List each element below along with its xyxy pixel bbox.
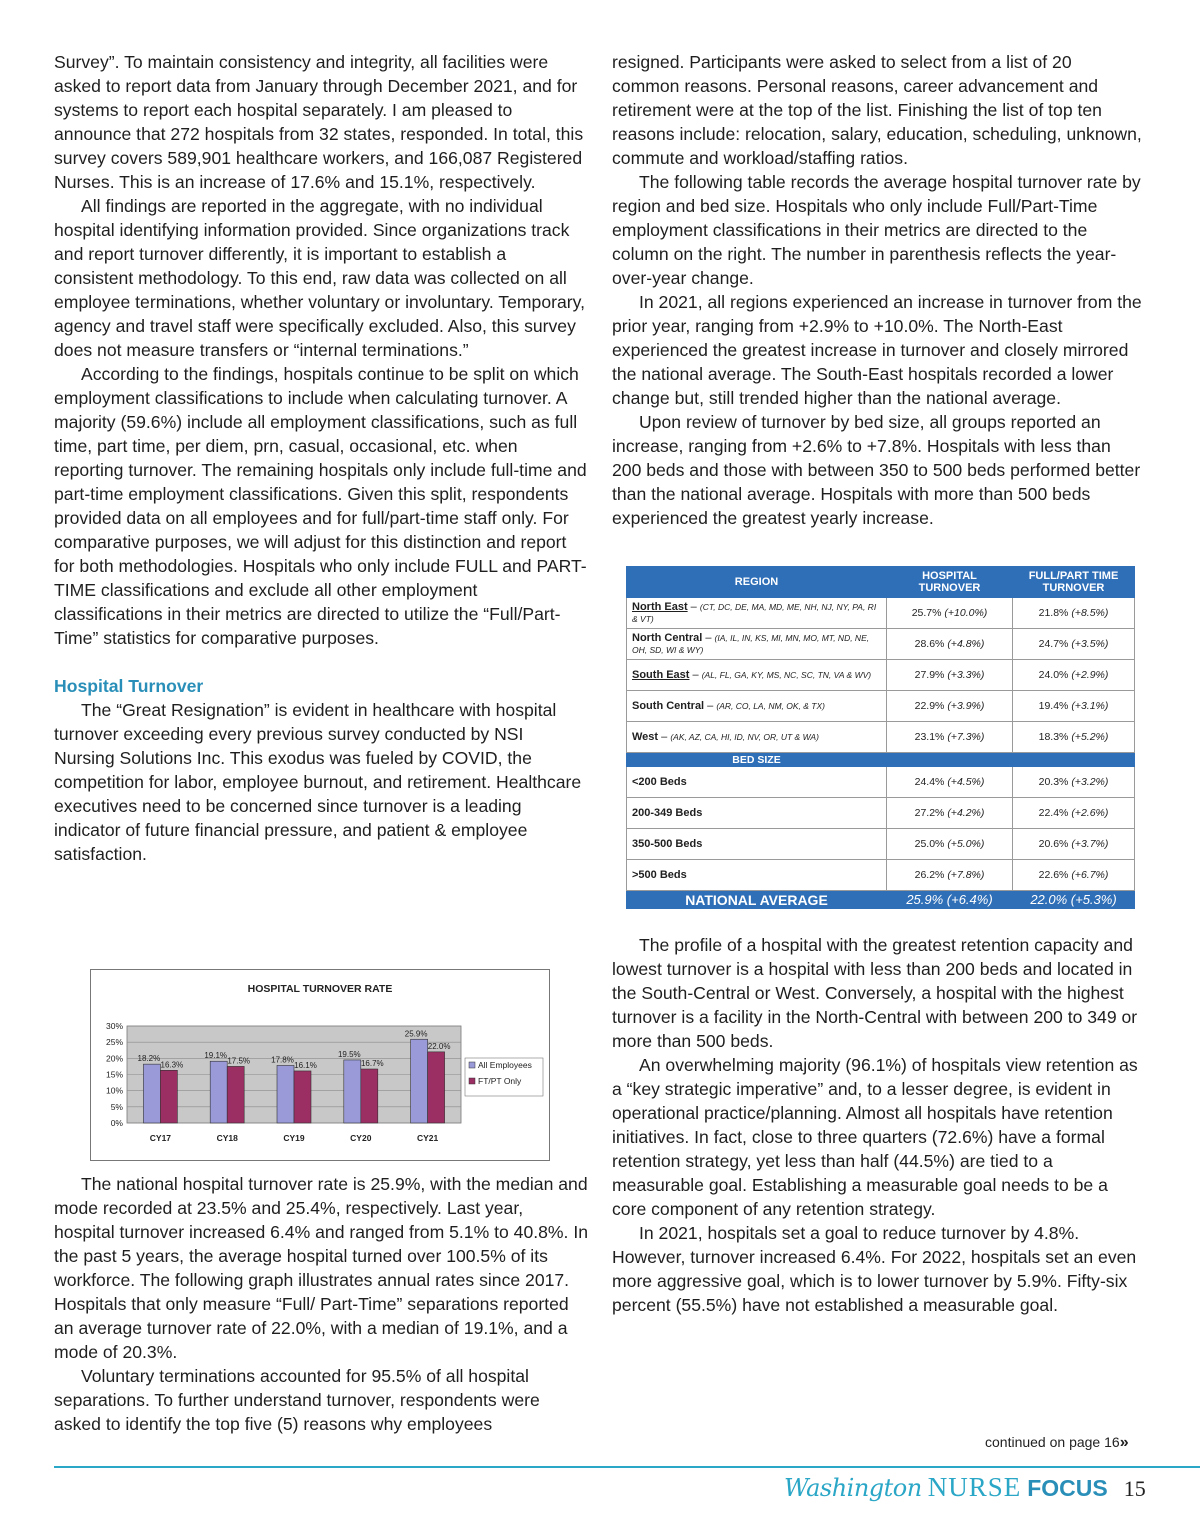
change: (+3.5%): [1071, 638, 1109, 650]
chart-title: HOSPITAL TURNOVER RATE: [247, 983, 393, 995]
region-states: (AR, CO, LA, NM, OK, & TX): [716, 701, 825, 711]
change: (+7.3%): [947, 731, 985, 743]
x-tick-label: CY20: [350, 1133, 372, 1143]
hospital-value: [887, 691, 1013, 722]
value: 24.7%: [1038, 638, 1069, 650]
national-average-row: [627, 891, 1135, 909]
y-tick-label: 10%: [105, 1085, 123, 1096]
legend-swatch: [469, 1062, 475, 1068]
paragraph: The “Great Resignation” is evident in healthcare with hospital turnover exceeding every previous survey conducted by NSI Nursing Solutions Inc. This exodus was fueled by COVID, the competition for labor, employee burnout, and retirement. Healthcare executives need to be concerned since turnover is a leading indicator of future financial pressure, and patient & employee satisfaction.: [54, 700, 582, 864]
change: (+6.7%): [1071, 869, 1109, 881]
legend-swatch: [469, 1078, 475, 1084]
value: 18.3%: [1038, 731, 1069, 743]
bed-size-header: BED SIZE: [627, 753, 887, 767]
chart-svg: [91, 970, 549, 1160]
fullpart-value: [1013, 829, 1135, 860]
region-name: South East: [632, 669, 690, 681]
fullpart-value: [1013, 722, 1135, 753]
region-cell: South East – (AL, FL, GA, KY, MS, NC, SC, TN, VA & WV): [627, 660, 887, 691]
right-column-lower: [612, 933, 1142, 1317]
change: (+2.6%): [1071, 807, 1109, 819]
table-row: [627, 660, 1135, 691]
table-row: [627, 598, 1135, 629]
paragraph: Survey”. To maintain consistency and integrity, all facilities were asked to report data from January through December 2021, and for systems to report each hospital separately. I am pleased to announce that 272 hospitals from 32 states, responded. In total, this survey covers 589,901 healthcare workers, and 166,087 Registered Nurses. This is an increase of 17.6% and 15.1%, respectively.: [54, 52, 584, 192]
value: 22.4%: [1038, 807, 1069, 819]
bar-ft-pt-only-cy19: [294, 1071, 311, 1123]
value: 25.0%: [914, 838, 945, 850]
bar-all-employees-cy17: [143, 1064, 160, 1123]
region-states: (AK, AZ, CA, HI, ID, NV, OR, UT & WA): [670, 732, 819, 742]
value: 25.7%: [911, 607, 942, 619]
bar-all-employees-cy20: [344, 1060, 361, 1123]
region-cell: North East – (CT, DC, DE, MA, MD, ME, NH, NJ, NY, PA, RI & VT): [627, 598, 887, 629]
value: 22.6%: [1038, 869, 1069, 881]
change: (+2.9%): [1071, 669, 1109, 681]
brand-focus: FOCUS: [1027, 1475, 1108, 1501]
bed-size-header-row: [627, 753, 1135, 767]
table-row: [627, 829, 1135, 860]
col-fullpart: FULL/PART TIME TURNOVER: [1013, 567, 1135, 598]
hospital-value: [887, 829, 1013, 860]
paragraph: The profile of a hospital with the greatest retention capacity and lowest turnover is a hospital with less than 200 beds and located in the South-Central or West. Conversely, a hospital with the highest turnover is a facility in the North-Central with between 200 to 349 or more than 500 beds.: [612, 935, 1138, 1051]
brand-script: Washington: [784, 1474, 922, 1502]
hospital-value: [887, 722, 1013, 753]
bar-ft-pt-only-cy20: [361, 1069, 378, 1123]
x-tick-label: CY17: [149, 1133, 172, 1143]
y-tick-label: 25%: [105, 1037, 123, 1048]
hospital-value: [887, 629, 1013, 660]
change: (+4.8%): [947, 638, 985, 650]
data-label: 16.7%: [360, 1059, 384, 1069]
region-states: (CT, DC, DE, MA, MD, ME, NH, NJ, NY, PA, RI & VT): [632, 602, 877, 624]
fullpart-value: [1013, 660, 1135, 691]
left-column-lower: [54, 1172, 588, 1436]
change: (+3.9%): [947, 700, 985, 712]
data-label: 22.0%: [427, 1041, 451, 1051]
col-hospital: HOSPITAL TURNOVER: [887, 567, 1013, 598]
bed-size-cell: >500 Beds: [627, 860, 887, 891]
table-row: [627, 691, 1135, 722]
region-name: South Central: [632, 700, 705, 712]
paragraph: According to the findings, hospitals continue to be split on which employment classifications to include when calculating turnover. A majority (59.6%) include all employment classifications, such as full time, part time, per diem, prn, casual, occasional, etc. when reporting turnover. The remaining hospitals only include full-time and part-time employment classifications. Given this split, respondents provided data on all employees and for full/part-time staff only. For comparative purposes, we will adjust for this distinction and report for both methodologies. Hospitals who only include FULL and PART-TIME classifications and exclude all other employment classifications in their metrics are directed to utilize the “Full/Part-Time” statistics for comparative purposes.: [54, 364, 587, 648]
paragraph: In 2021, hospitals set a goal to reduce turnover by 4.8%. However, turnover increased 6.4%. For 2022, hospitals set an even more aggressive goal, which is to lower turnover by 5.9%. Fifty-six percent (55.5%) have not established a measurable goal.: [612, 1223, 1137, 1315]
change: (+3.3%): [947, 669, 985, 681]
legend-label: FT/PT Only: [478, 1076, 522, 1086]
x-tick-label: CY18: [216, 1133, 238, 1143]
data-label: 16.1%: [294, 1060, 317, 1070]
footer-rule: [54, 1466, 1200, 1468]
change: (+5.0%): [947, 838, 985, 850]
change: (+3.1%): [1071, 700, 1109, 712]
page-number: 15: [1123, 1476, 1146, 1501]
table-row: [627, 629, 1135, 660]
fullpart-value: [1013, 598, 1135, 629]
value: 24.0%: [1038, 669, 1069, 681]
paragraph: The following table records the average hospital turnover rate by region and bed size. Hospitals who only include Full/Part-Time employment classifications in their metrics are directed to the column on the right. The number in parenthesis reflects the year-over-year change.: [612, 172, 1141, 288]
change: (+3.2%): [1071, 776, 1109, 788]
paragraph: In 2021, all regions experienced an increase in turnover from the prior year, ranging from +2.9% to +10.0%. The North-East experienced the greatest increase in turnover and closely mirrored the national average. The South-East hospitals recorded a lower change but, still trended higher than the national average.: [612, 292, 1142, 408]
value: 19.4%: [1038, 700, 1069, 712]
value: 22.9%: [914, 700, 945, 712]
value: 27.2%: [914, 807, 945, 819]
table-row: [627, 767, 1135, 798]
fullpart-value: [1013, 629, 1135, 660]
bar-ft-pt-only-cy18: [227, 1066, 244, 1123]
paragraph: All findings are reported in the aggregate, with no individual hospital identifying information provided. Since organizations track and report turnover differently, it is important to establish a consistent methodology. To this end, raw data was collected on all employee terminations, whether voluntary or involuntary. Temporary, agency and travel staff were specifically excluded. Also, this survey does not measure transfers or “internal terminations.”: [54, 196, 585, 360]
x-tick-label: CY21: [416, 1133, 439, 1143]
paragraph: resigned. Participants were asked to select from a list of 20 common reasons. Personal reasons, career advancement and retirement were at the top of the list. Finishing the list of top ten reasons include: relocation, salary, education, scheduling, unknown, commute and workload/staffing ratios.: [612, 52, 1142, 168]
legend-label: All Employees: [478, 1060, 532, 1070]
hospital-value: [887, 798, 1013, 829]
bed-size-cell: 350-500 Beds: [627, 829, 887, 860]
change: (+5.2%): [1071, 731, 1109, 743]
paragraph: The national hospital turnover rate is 25.9%, with the median and mode recorded at 23.5% and 25.4%, respectively. Last year, hospital turnover increased 6.4% and ranged from 5.1% to 40.8%. In the past 5 years, the average hospital turned over 100.5% of its workforce. The following graph illustrates annual rates since 2017. Hospitals that only measure “Full/ Part-Time” separations reported an average turnover rate of 22.0%, with a median of 19.1%, and a mode of 20.3%.: [54, 1174, 588, 1362]
hospital-value: [887, 660, 1013, 691]
region-name: North Central: [632, 632, 703, 644]
region-name: North East: [632, 601, 688, 613]
value: 20.6%: [1038, 838, 1069, 850]
fullpart-value: [1013, 691, 1135, 722]
paragraph: Upon review of turnover by bed size, all groups reported an increase, ranging from +2.6% to +7.8%. Hospitals with less than 200 beds and those with between 350 to 500 beds performed better than the national average. Hospitals with more than 500 beds experienced the greatest yearly increase.: [612, 412, 1141, 528]
value: 21.8%: [1038, 607, 1069, 619]
table-row: [627, 722, 1135, 753]
data-label: 18.2%: [137, 1054, 161, 1064]
data-label: 19.5%: [337, 1049, 361, 1059]
bed-size-cell: 200-349 Beds: [627, 798, 887, 829]
value: 20.3%: [1038, 776, 1069, 788]
value: 28.6%: [914, 638, 945, 650]
change: (+4.5%): [947, 776, 985, 788]
value: 23.1%: [914, 731, 945, 743]
region-cell: West – (AK, AZ, CA, HI, ID, NV, OR, UT & WA): [627, 722, 887, 753]
region-cell: South Central – (AR, CO, LA, NM, OK, & TX): [627, 691, 887, 722]
bed-size-cell: <200 Beds: [627, 767, 887, 798]
bar-ft-pt-only-cy21: [428, 1052, 445, 1123]
continued-text: continued on page 16: [985, 1434, 1120, 1450]
value: 24.4%: [914, 776, 945, 788]
data-label: 25.9%: [404, 1029, 428, 1039]
footer-brand: [784, 1472, 1146, 1512]
national-hospital: 25.9% (+6.4%): [887, 891, 1013, 909]
right-column: [612, 50, 1142, 530]
region-name: West: [632, 731, 659, 743]
left-column: [54, 50, 588, 866]
data-label: 17.8%: [271, 1055, 294, 1065]
continued-note: [985, 1434, 1129, 1452]
bar-ft-pt-only-cy17: [160, 1070, 177, 1123]
paragraph: An overwhelming majority (96.1%) of hospitals view retention as a “key strategic imperative” and, to a lesser degree, is evident in operational practice/planning. Almost all hospitals have retention initiatives. In fact, close to three quarters (72.6%) have a formal retention strategy, yet less than half (44.5%) are tied to a measurable goal. Establishing a measurable goal needs to be a core component of any retention strategy.: [612, 1055, 1138, 1219]
region-states: (AL, FL, GA, KY, MS, NC, SC, TN, VA & WV): [701, 670, 872, 680]
turnover-chart: [90, 969, 550, 1161]
table-header-row: [627, 567, 1135, 598]
section-heading: Hospital Turnover: [54, 676, 204, 696]
national-label: NATIONAL AVERAGE: [627, 891, 887, 909]
col-region: REGION: [627, 567, 887, 598]
change: (+4.2%): [947, 807, 985, 819]
chevron-right-icon: »: [1119, 1434, 1129, 1451]
data-label: 19.1%: [204, 1051, 228, 1061]
value: 26.2%: [914, 869, 945, 881]
fullpart-value: [1013, 860, 1135, 891]
fullpart-value: [1013, 767, 1135, 798]
bar-all-employees-cy19: [277, 1065, 294, 1123]
turnover-table: [626, 566, 1134, 909]
region-cell: North Central – (IA, IL, IN, KS, MI, MN, MO, MT, ND, NE, OH, SD, WI & WY): [627, 629, 887, 660]
change: (+3.7%): [1071, 838, 1109, 850]
value: 27.9%: [914, 669, 945, 681]
fullpart-value: [1013, 798, 1135, 829]
change: (+10.0%): [944, 607, 988, 619]
x-tick-label: CY19: [283, 1133, 305, 1143]
paragraph: Voluntary terminations accounted for 95.5% of all hospital separations. To further understand turnover, respondents were asked to identify the top five (5) reasons why employees: [54, 1366, 540, 1434]
brand-nurse: NURSE: [927, 1472, 1022, 1502]
bar-all-employees-cy18: [210, 1061, 227, 1123]
y-tick-label: 0%: [110, 1118, 123, 1128]
table-row: [627, 798, 1135, 829]
bar-all-employees-cy21: [411, 1039, 428, 1123]
hospital-value: [887, 598, 1013, 629]
region-states: (IA, IL, IN, KS, MI, MN, MO, MT, ND, NE, OH, SD, WI & WY): [632, 633, 870, 655]
table-row: [627, 860, 1135, 891]
hospital-value: [887, 767, 1013, 798]
national-fullpart: 22.0% (+5.3%): [1013, 891, 1135, 909]
data-label: 17.5%: [227, 1056, 251, 1066]
y-tick-label: 30%: [105, 1021, 123, 1031]
hospital-value: [887, 860, 1013, 891]
y-tick-label: 15%: [105, 1069, 123, 1080]
change: (+7.8%): [947, 869, 985, 881]
y-tick-label: 5%: [110, 1101, 123, 1112]
change: (+8.5%): [1071, 607, 1109, 619]
data-label: 16.3%: [160, 1060, 184, 1070]
y-tick-label: 20%: [105, 1053, 123, 1064]
